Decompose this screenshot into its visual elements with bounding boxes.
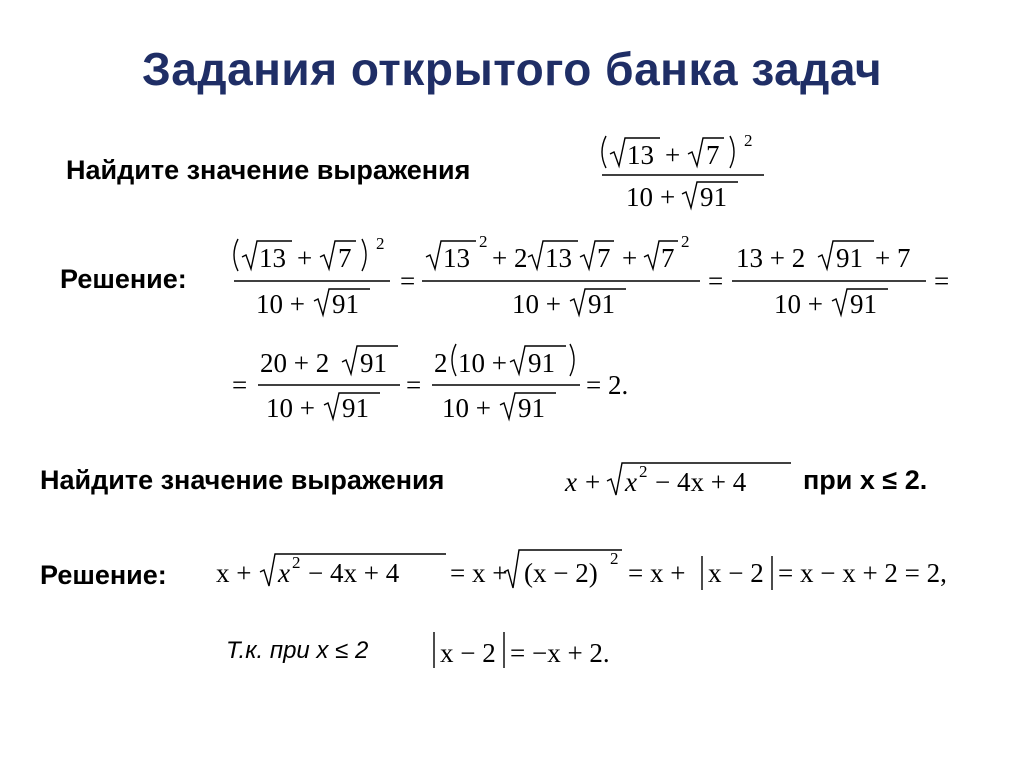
solution1-line1 — [230, 233, 960, 323]
plus-sign: + — [660, 182, 676, 212]
equals-sign: = — [934, 266, 950, 296]
radicand-91: 91 — [360, 348, 387, 378]
denominator-part: 10 + — [442, 393, 491, 423]
result: = 2. — [586, 370, 629, 400]
radicand-91: 91 — [588, 289, 615, 319]
radicand-part: − 4x + 4 — [655, 467, 747, 497]
radicand-13: 13 — [259, 243, 286, 273]
abs-content: x − 2 — [440, 638, 496, 668]
numerator-part: 10 + — [458, 348, 507, 378]
solution2-note: Т.к. при x ≤ 2 — [226, 637, 369, 664]
exponent-2: 2 — [479, 232, 488, 251]
solution2-chain — [214, 546, 994, 596]
radicand-91: 91 — [850, 289, 877, 319]
denominator-10: 10 — [626, 182, 653, 212]
numerator-part: + 2 — [492, 243, 528, 273]
exponent-2: 2 — [376, 234, 385, 253]
solution1-line2 — [230, 340, 660, 430]
chain-part: = x − x + 2 = 2, — [778, 558, 947, 588]
radicand-91: 91 — [332, 289, 359, 319]
solution1-label: Решение: — [60, 264, 187, 294]
equals-sign: = — [708, 266, 724, 296]
radicand-7: 7 — [338, 243, 352, 273]
radicand-91: 91 — [528, 348, 555, 378]
exponent-2: 2 — [292, 553, 301, 572]
numerator-part: 2 — [434, 348, 448, 378]
equals-sign: = — [406, 370, 422, 400]
plus-sign: + — [665, 140, 681, 170]
variable-x: x — [278, 558, 290, 588]
abs-content: x − 2 — [708, 558, 764, 588]
task1-prompt: Найдите значение выражения — [66, 155, 471, 185]
plus-sign: + — [622, 243, 638, 273]
denominator-part: 10 + — [256, 289, 305, 319]
chain-part: = x + — [450, 558, 508, 588]
chain-part: x + — [216, 558, 252, 588]
radicand-part: − 4x + 4 — [308, 558, 400, 588]
plus-sign: + — [297, 243, 313, 273]
numerator-part: + 7 — [875, 243, 911, 273]
radicand-7: 7 — [597, 243, 611, 273]
plus-sign: + — [585, 467, 601, 497]
solution2-note-expression — [430, 626, 640, 672]
denominator-part: 10 + — [266, 393, 315, 423]
denominator-part: 10 + — [774, 289, 823, 319]
numerator-part: 13 + 2 — [736, 243, 806, 273]
variable-x: x — [625, 467, 637, 497]
task2-prompt: Найдите значение выражения — [40, 465, 445, 495]
radicand-13: 13 — [443, 243, 470, 273]
equals-sign: = — [400, 266, 416, 296]
radicand-part: (x − 2) — [524, 558, 598, 588]
variable-x: x — [565, 467, 577, 497]
numerator-part: 20 + 2 — [260, 348, 330, 378]
radicand-7: 7 — [706, 140, 720, 170]
task2-expression — [563, 455, 798, 499]
denominator-part: 10 + — [512, 289, 561, 319]
chain-part: = x + — [628, 558, 686, 588]
note-result: = −x + 2. — [510, 638, 610, 668]
radicand-91: 91 — [700, 182, 727, 212]
task1-expression — [598, 130, 768, 212]
exponent-2: 2 — [744, 131, 753, 150]
equals-sign: = — [232, 370, 248, 400]
exponent-2: 2 — [610, 549, 619, 568]
radicand-91: 91 — [518, 393, 545, 423]
task2-condition: при x ≤ 2. — [803, 465, 928, 495]
solution2-label: Решение: — [40, 560, 167, 590]
radicand-91: 91 — [836, 243, 863, 273]
right-paren — [730, 136, 734, 168]
exponent-2: 2 — [639, 462, 648, 481]
left-paren — [602, 136, 606, 168]
page-title: Задания открытого банка задач — [141, 43, 883, 95]
radicand-91: 91 — [342, 393, 369, 423]
radicand-7: 7 — [661, 243, 675, 273]
radicand-13: 13 — [545, 243, 572, 273]
exponent-2: 2 — [681, 232, 690, 251]
radicand-13: 13 — [627, 140, 654, 170]
